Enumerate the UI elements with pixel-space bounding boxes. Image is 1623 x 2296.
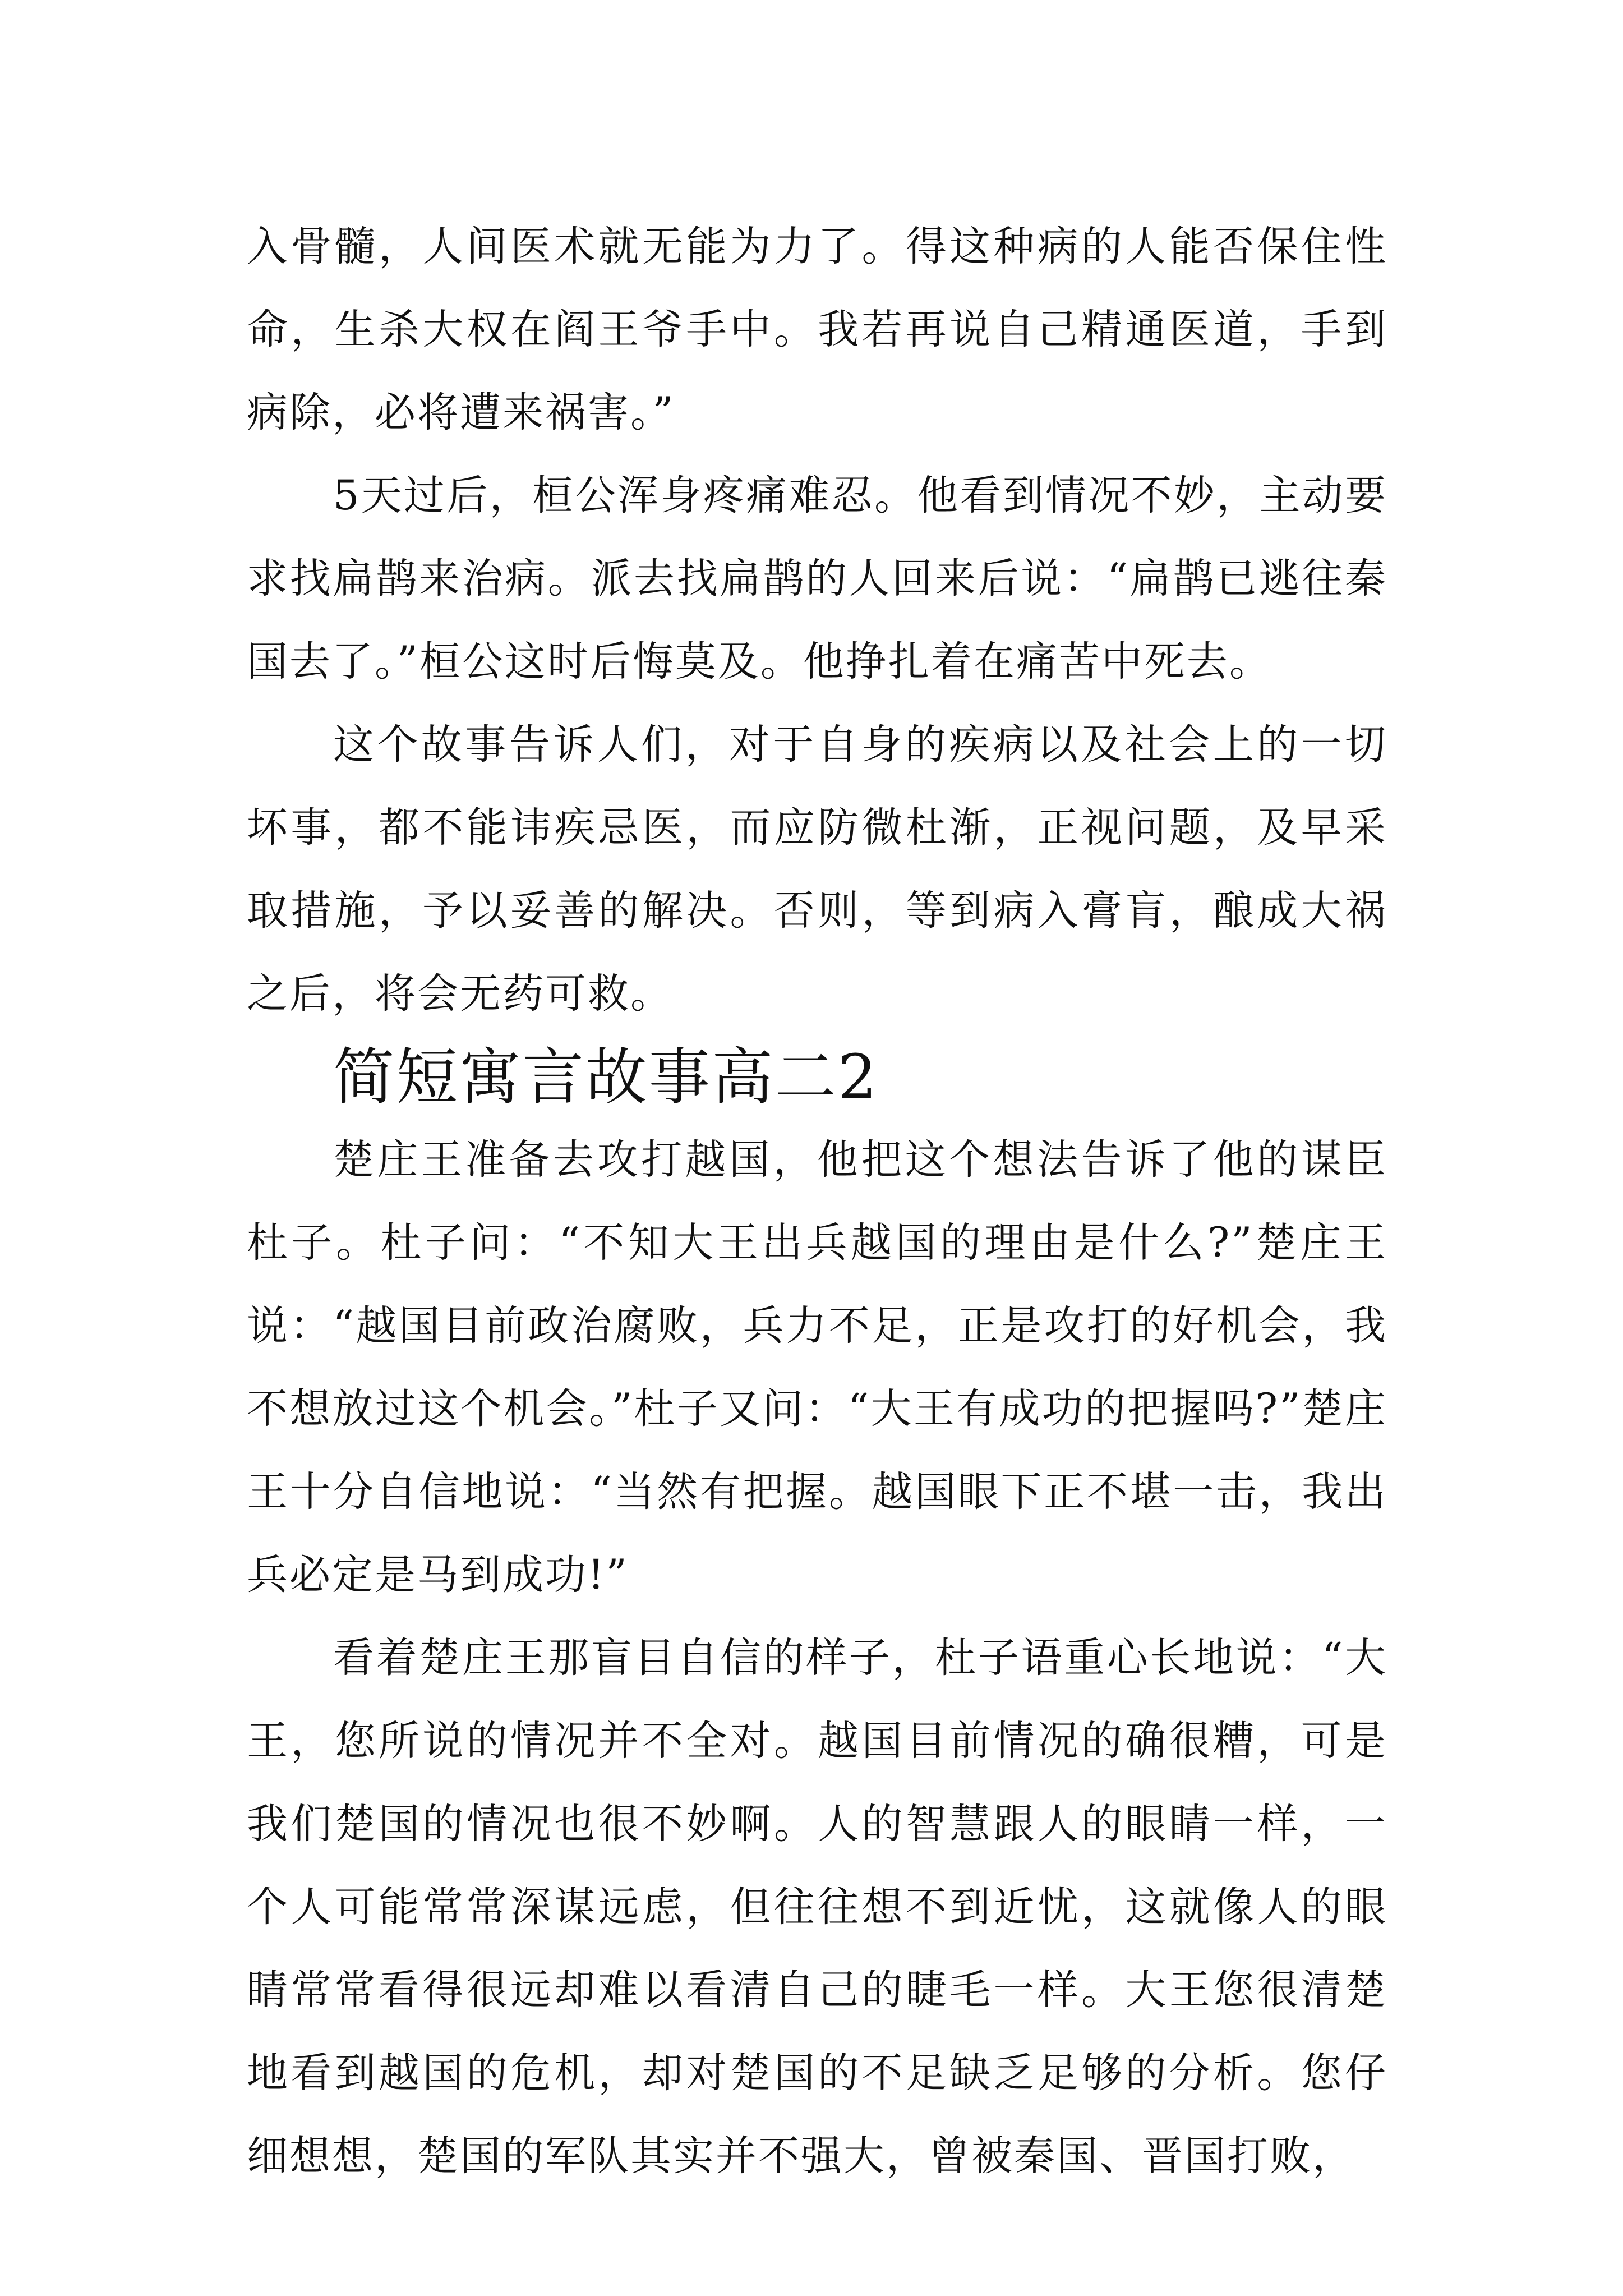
paragraph-continued: 入骨髓，人间医术就无能为力了。得这种病的人能否保住性命，生杀大权在阎王爷手中。我若再说自己精通医道，手到病除，必将遭来祸害。” xyxy=(247,223,1387,436)
paragraph-chu-zhuang-wang: 楚庄王准备去攻打越国，他把这个想法告诉了他的谋臣杜子。杜子问：“不知大王出兵越国的理由是什么?”楚庄王说：“越国目前政治腐败，兵力不足，正是攻打的好机会，我不想放过这个机会。”杜子又问：“大王有成功的把握吗?”楚庄王十分自信地说：“当然有把握。越国眼下正不堪一击，我出兵必定是马到成功!” xyxy=(247,1136,1387,1599)
paragraph-du-zi-advice: 看着楚庄王那盲目自信的样子，杜子语重心长地说：“大王，您所说的情况并不全对。越国目前情况的确很糟，可是我们楚国的情况也很不妙啊。人的智慧跟人的眼睛一样，一个人可能常常深谋远虑，但往往想不到近忧，这就像人的眼睛常常看得很远却难以看清自己的睫毛一样。大王您很清楚地看到越国的危机，却对楚国的不足缺乏足够的分析。您仔细想想，楚国的军队其实并不强大，曾被秦国、晋国打败， xyxy=(247,1634,1387,2180)
document-body xyxy=(247,205,1387,2198)
section-heading: 简短寓言故事高二2 xyxy=(333,1041,879,1113)
paragraph-huan-gong-death: 5天过后，桓公浑身疼痛难忍。他看到情况不妙，主动要求找扁鹊来治病。派去找扁鹊的人回来后说：“扁鹊已逃往秦国去了。”桓公这时后悔莫及。他挣扎着在痛苦中死去。 xyxy=(247,472,1387,685)
paragraph-moral: 这个故事告诉人们，对于自身的疾病以及社会上的一切坏事，都不能讳疾忌医，而应防微杜渐，正视问题，及早采取措施，予以妥善的解决。否则，等到病入膏肓，酿成大祸之后，将会无药可救。 xyxy=(247,721,1387,1018)
